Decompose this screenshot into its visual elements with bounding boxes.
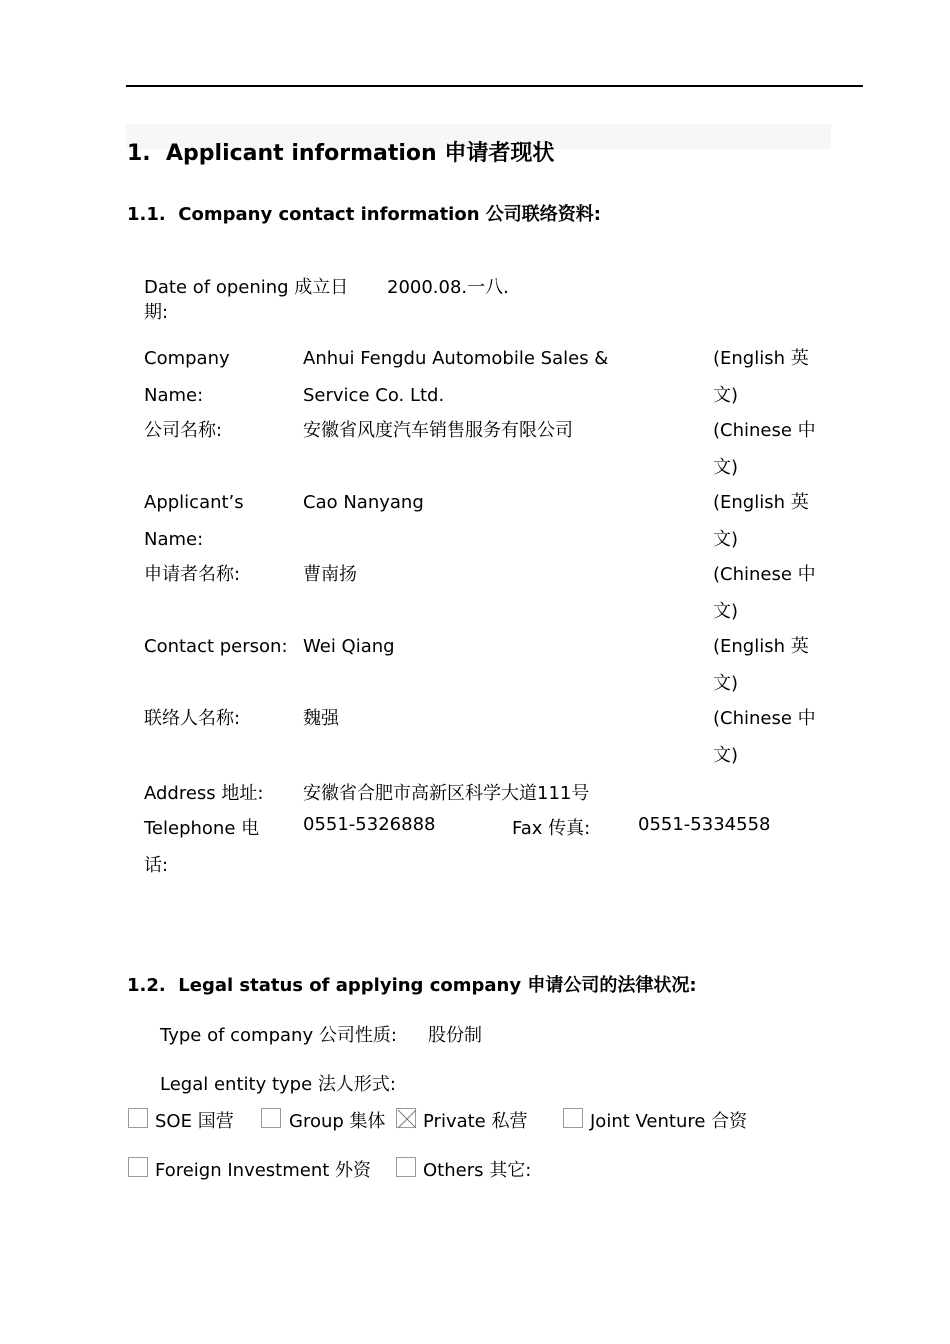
applicant-name-en-value: Cao Nanyang [303,492,424,513]
applicant-name-cn-label: 申请者名称: [144,564,241,585]
opening-date-label-line2: 期: [144,302,169,323]
group-label: Group 集体 [289,1111,386,1132]
telephone-value: 0551-5326888 [303,814,436,835]
company-name-en-lang: (English 英文) [713,348,809,406]
section-1-number: 1. [127,141,151,166]
applicant-name-cn-value: 曹南扬 [303,564,357,585]
section-1-heading [127,136,554,167]
legal-entity-label: Legal entity type 法人形式: [160,1074,396,1095]
contact-person-cn-value: 魏强 [303,708,339,729]
telephone-label-line2: 话: [144,855,169,876]
opening-date-value: 2000.08.一八. [387,277,509,298]
applicant-name-en-label: Applicant’s Name: [144,492,244,550]
section-1-2-heading [127,971,697,997]
section-1-1-title: Company contact information 公司联络资料: [178,204,601,225]
contact-person-cn-lang: (Chinese 中文) [713,708,816,766]
contact-person-en-value: Wei Qiang [303,636,395,657]
applicant-name-cn-lang: (Chinese 中文) [713,564,816,622]
applicant-name-en-lang: (English 英文) [713,492,809,550]
check-cross-icon [397,1109,417,1129]
contact-person-cn-label: 联络人名称: [144,708,241,729]
group-checkbox[interactable] [261,1108,281,1128]
company-name-cn-label: 公司名称: [144,420,223,441]
joint-venture-checkbox[interactable] [563,1108,583,1128]
soe-checkbox[interactable] [128,1108,148,1128]
others-checkbox[interactable] [396,1157,416,1177]
fax-label: Fax 传真: [512,818,591,839]
foreign-investment-label: Foreign Investment 外资 [155,1160,372,1181]
others-label: Others 其它: [423,1160,532,1181]
joint-venture-label: Joint Venture 合资 [590,1111,748,1132]
telephone-label-line1: Telephone 电 [144,818,260,839]
address-label: Address 地址: [144,783,264,804]
contact-person-en-label: Contact person: [144,636,288,657]
section-1-title: Applicant information 申请者现状 [166,141,555,166]
header-rule [126,85,863,87]
company-name-en-label: Company Name: [144,348,230,406]
section-1-1-number: 1.1. [127,204,166,225]
section-1-2-title: Legal status of applying company 申请公司的法律状况: [178,975,697,996]
private-checkbox[interactable] [396,1108,416,1128]
company-type-label: Type of company 公司性质: [160,1025,397,1046]
company-name-en-value: Anhui Fengdu Automobile Sales & Service Co. Ltd. [303,348,609,406]
section-1-2-number: 1.2. [127,975,166,996]
soe-label: SOE 国营 [155,1111,234,1132]
section-1-1-heading [127,200,601,226]
address-value: 安徽省合肥市高新区科学大道111号 [303,783,590,804]
company-name-cn-value: 安徽省风度汽车销售服务有限公司 [303,420,573,441]
opening-date-label-line1: Date of opening 成立日 [144,277,349,298]
company-name-cn-lang: (Chinese 中文) [713,420,816,478]
contact-person-en-lang: (English 英文) [713,636,809,694]
company-type-value: 股份制 [428,1025,482,1046]
private-label: Private 私营 [423,1111,528,1132]
fax-value: 0551-5334558 [638,814,771,835]
foreign-investment-checkbox[interactable] [128,1157,148,1177]
